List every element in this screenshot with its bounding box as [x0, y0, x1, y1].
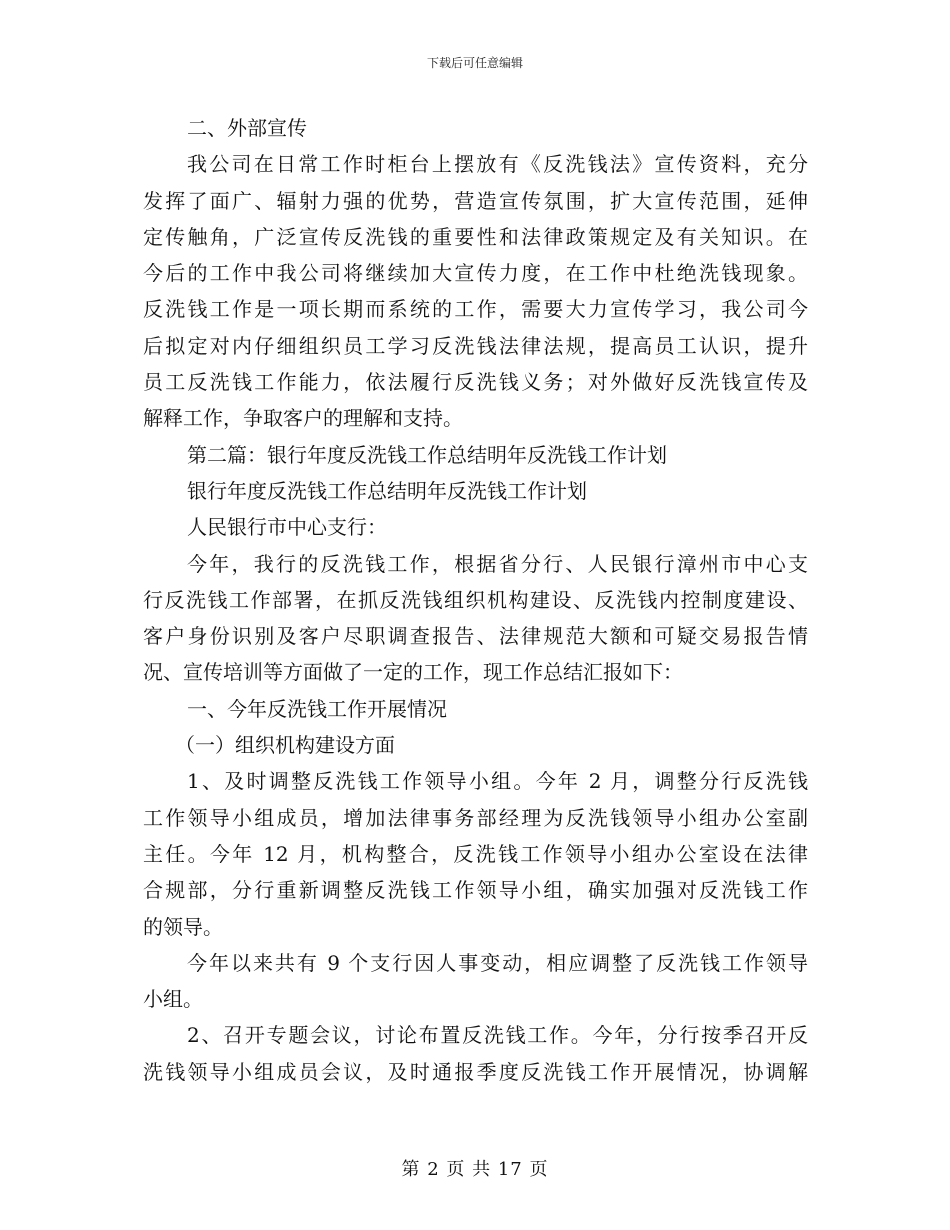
paragraph-line: 今年，我行的反洗钱工作，根据省分行、人民银行漳州市中心支 — [187, 551, 808, 576]
chapter-title: 第二篇：银行年度反洗钱工作总结明年反洗钱工作计划 — [187, 442, 667, 467]
document-body — [143, 110, 808, 1090]
report-title: 银行年度反洗钱工作总结明年反洗钱工作计划 — [187, 478, 587, 503]
page-number: 第 2 页 共 17 页 — [401, 1159, 549, 1180]
paragraph-line: 工作领导小组成员，增加法律事务部经理为反洗钱领导小组办公室副 — [143, 805, 808, 830]
paragraph-line: 员工反洗钱工作能力，依法履行反洗钱义务；对外做好反洗钱宣传及 — [143, 370, 808, 395]
paragraph-line: 客户身份识别及客户尽职调查报告、法律规范大额和可疑交易报告情 — [143, 624, 808, 649]
paragraph-line: 解释工作，争取客户的理解和支持。 — [143, 406, 463, 431]
paragraph-line: 发挥了面广、辐射力强的优势，营造宣传氛围，扩大宣传范围，延伸 — [143, 188, 808, 213]
paragraph-line: 我公司在日常工作时柜台上摆放有《反洗钱法》宣传资料，充分 — [187, 152, 808, 177]
paragraph-line: 今年以来共有 9 个支行因人事变动，相应调整了反洗钱工作领导 — [187, 950, 808, 975]
paragraph-line: 合规部，分行重新调整反洗钱工作领导小组，确实加强对反洗钱工作 — [143, 878, 808, 903]
section-heading: 一、今年反洗钱工作开展情况 — [187, 696, 447, 721]
paragraph-line: 今后的工作中我公司将继续加大宣传力度，在工作中杜绝洗钱现象。 — [143, 261, 808, 286]
salutation: 人民银行市中心支行： — [187, 515, 387, 540]
paragraph-line: 的领导。 — [143, 914, 223, 939]
paragraph-line: 1、及时调整反洗钱工作领导小组。今年 2 月，调整分行反洗钱 — [187, 769, 808, 794]
section-heading: 二、外部宣传 — [187, 116, 307, 140]
paragraph-line: 2、召开专题会议，讨论布置反洗钱工作。今年，分行按季召开反 — [187, 1023, 808, 1048]
page-header: 下载后可任意编辑 — [426, 56, 523, 70]
paragraph-line: 洗钱领导小组成员会议，及时通报季度反洗钱工作开展情况，协调解 — [143, 1059, 808, 1084]
paragraph-line: 小组。 — [143, 987, 203, 1012]
paragraph-line: 定传触角，广泛宣传反洗钱的重要性和法律政策规定及有关知识。在 — [143, 224, 808, 249]
paragraph-line: 况、宣传培训等方面做了一定的工作，现工作总结汇报如下： — [143, 660, 683, 685]
subsection-heading: （一）组织机构建设方面 — [175, 733, 395, 758]
paragraph-line: 后拟定对内仔细组织员工学习反洗钱法律法规，提高员工认识，提升 — [143, 333, 808, 358]
paragraph-line: 行反洗钱工作部署，在抓反洗钱组织机构建设、反洗钱内控制度建设、 — [143, 587, 808, 612]
paragraph-line: 主任。今年 12 月，机构整合，反洗钱工作领导小组办公室设在法律 — [143, 841, 808, 866]
paragraph-line: 反洗钱工作是一项长期而系统的工作，需要大力宣传学习，我公司今 — [143, 297, 808, 322]
